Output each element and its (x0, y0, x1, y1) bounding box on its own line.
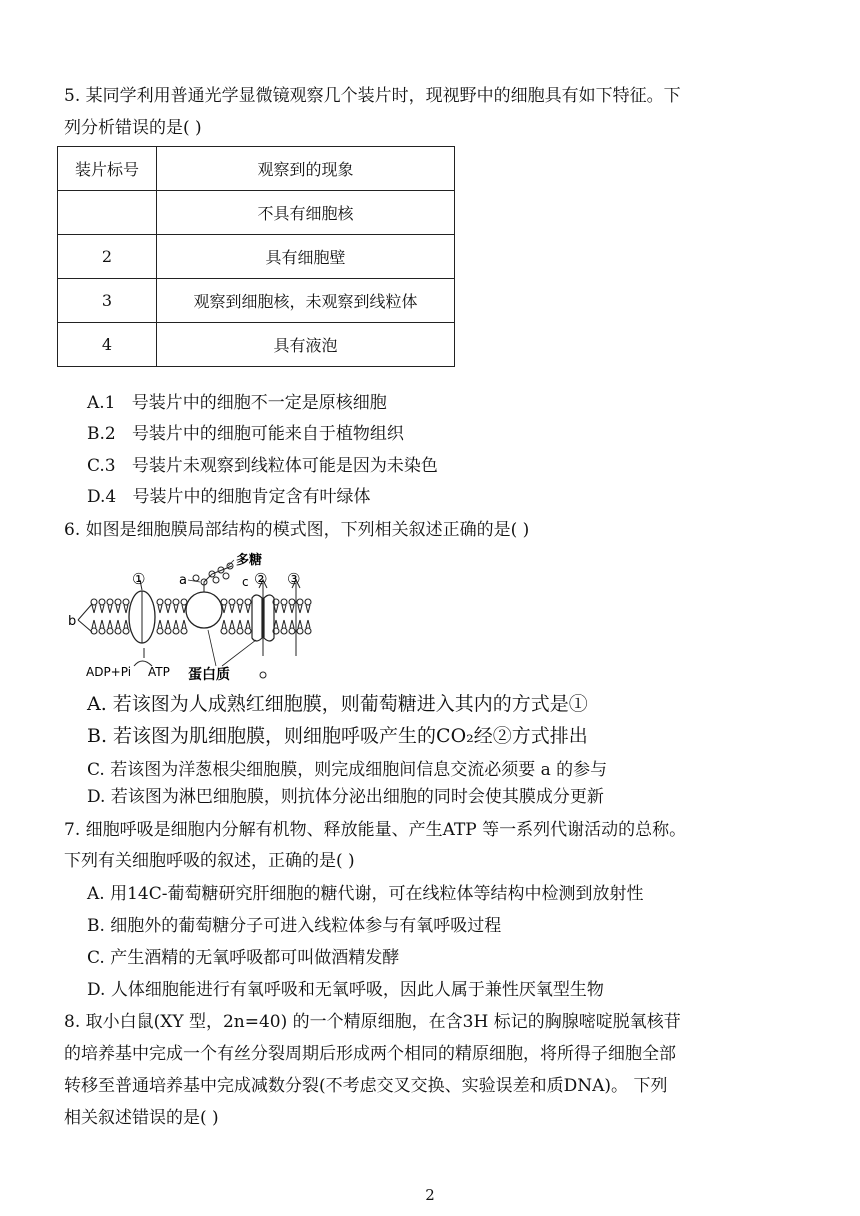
label-atp: ATP (148, 665, 170, 679)
table-cell (58, 191, 157, 235)
label-1: ① (132, 570, 146, 588)
q8-stem-line2: 的培养基中完成一个有丝分裂周期后形成两个相同的精原细胞，将所得子细胞全部 (64, 1044, 676, 1064)
q7-option-b[interactable]: B. 细胞外的葡萄糖分子可进入线粒体参与有氧呼吸过程 (87, 916, 502, 936)
q7-stem-line1: 7. 细胞呼吸是细胞内分解有机物、释放能量、产生ATP 等一系列代谢活动的总称。 (64, 820, 687, 840)
bilayer-pointer-b (78, 604, 92, 632)
label-adp: ADP+Pi (86, 665, 132, 679)
q6-option-c[interactable]: C. 若该图为洋葱根尖细胞膜，则完成细胞间信息交流必须要 a 的参与 (87, 760, 608, 780)
option-text: 号装片中的细胞不一定是原核细胞 (131, 393, 387, 413)
cell-membrane-diagram (64, 548, 324, 684)
q5-option-d[interactable] (87, 485, 370, 509)
table-cell: 具有液泡 (157, 323, 455, 367)
q5-option-c[interactable] (87, 454, 438, 478)
table-header-cell: 观察到的现象 (157, 147, 455, 191)
q7-stem-line2: 下列有关细胞呼吸的叙述，正确的是( ) (64, 851, 355, 871)
q5-option-a[interactable] (87, 391, 387, 415)
table-row (58, 323, 455, 367)
label-a: a (179, 573, 187, 588)
table-row (58, 279, 455, 323)
option-text: 号装片中的细胞可能来自于植物组织 (131, 424, 404, 444)
q6-option-a[interactable]: A. 若该图为人成熟红细胞膜，则葡萄糖进入其内的方式是① (87, 693, 588, 715)
phospholipid-heads-lower (91, 628, 311, 634)
q7-option-d[interactable]: D. 人体细胞能进行有氧呼吸和无氧呼吸，因此人属于兼性厌氧型生物 (87, 980, 604, 1000)
label-protein: 蛋白质 (188, 667, 230, 683)
option-text: 号装片中的细胞肯定含有叶绿体 (132, 487, 371, 507)
q7-option-a[interactable]: A. 用14C-葡萄糖研究肝细胞的糖代谢，可在线粒体等结构中检测到放射性 (87, 884, 644, 904)
q6-option-d[interactable]: D. 若该图为淋巴细胞膜，则抗体分泌出细胞的同时会使其膜成分更新 (87, 787, 604, 807)
table-cell: 不具有细胞核 (157, 191, 455, 235)
label-3: ③ (287, 570, 301, 588)
table-cell: 4 (58, 323, 157, 367)
glycoprotein (186, 592, 222, 628)
table-header-cell: 装片标号 (58, 147, 157, 191)
q8-stem-line4: 相关叙述错误的是( ) (64, 1108, 219, 1128)
phospholipid-heads-upper (91, 599, 311, 605)
q5-stem-line1: 5. 某同学利用普通光学显微镜观察几个装片时，现视野中的细胞具有如下特征。下 (64, 86, 681, 106)
page-number: 2 (425, 1186, 435, 1204)
q7-option-c[interactable]: C. 产生酒精的无氧呼吸都可叫做酒精发酵 (87, 948, 400, 968)
label-b: b (68, 614, 77, 629)
table-cell: 观察到细胞核，未观察到线粒体 (157, 279, 455, 323)
label-2: ② (254, 570, 268, 588)
option-number: C.3 (87, 456, 116, 476)
option-number: A.1 (87, 393, 116, 413)
table-cell: 2 (58, 235, 157, 279)
q6-stem: 6. 如图是细胞膜局部结构的模式图，下列相关叙述正确的是( ) (64, 520, 530, 540)
table-cell: 具有细胞壁 (157, 235, 455, 279)
q8-stem-line1: 8. 取小白鼠(XY 型，2n=40) 的一个精原细胞，在含3H 标记的胸腺嘧啶脱氧核苷 (64, 1012, 681, 1032)
option-number: D.4 (87, 487, 117, 507)
polysaccharide-chain (193, 563, 233, 592)
label-polysaccharide: 多糖 (236, 553, 263, 568)
table-row (58, 235, 455, 279)
q5-stem-line2: 列分析错误的是( ) (64, 118, 202, 138)
option-number: B.2 (87, 424, 116, 444)
table-row (58, 191, 455, 235)
option-text: 号装片未观察到线粒体可能是因为未染色 (131, 456, 438, 476)
phospholipid-tails (92, 605, 310, 628)
molecule-dot (260, 672, 266, 678)
q8-stem-line3: 转移至普通培养基中完成减数分裂(不考虑交叉交换、实验误差和质DNA)。 下列 (64, 1076, 668, 1096)
q5-option-b[interactable] (87, 422, 404, 446)
q6-option-b[interactable]: B. 若该图为肌细胞膜，则细胞呼吸产生的CO₂经②方式排出 (87, 725, 588, 747)
table-header-row (58, 147, 455, 191)
label-c: c (242, 575, 249, 589)
table-cell: 3 (58, 279, 157, 323)
q5-table (57, 146, 455, 367)
